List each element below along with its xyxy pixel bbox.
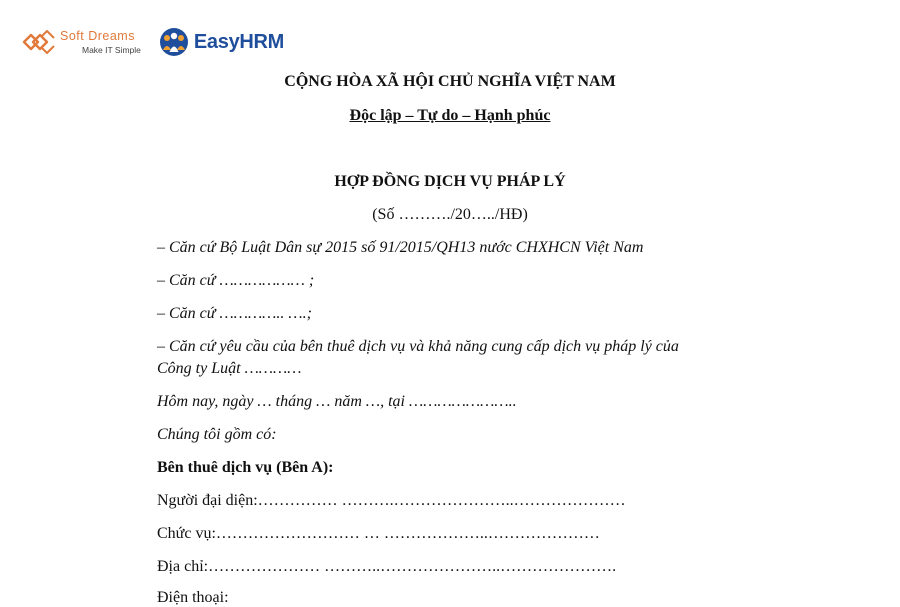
- country-heading: CỘNG HÒA XÃ HỘI CHỦ NGHĨA VIỆT NAM: [284, 73, 616, 90]
- basis-line-3: – Căn cứ ………….. ….;: [157, 305, 312, 322]
- basis-line-4a: – Căn cứ yêu cầu của bên thuê dịch vụ và khả năng cung cấp dịch vụ pháp lý của: [157, 338, 679, 355]
- softdreams-logo: [22, 27, 141, 57]
- basis-line-4b: Công ty Luật …………: [157, 360, 302, 377]
- contract-title: HỢP ĐỒNG DỊCH VỤ PHÁP LÝ: [334, 173, 566, 190]
- basis-line-2: – Căn cứ ……………… ;: [157, 272, 315, 289]
- parties-intro: Chúng tôi gồm có:: [157, 426, 277, 443]
- position-line: Chức vụ:……………………… … ………………..…………………: [157, 525, 600, 542]
- softdreams-slogan: Make IT Simple: [82, 44, 141, 55]
- basis-line-1: – Căn cứ Bộ Luật Dân sự 2015 số 91/2015/QH13 nước CHXHCN Việt Nam: [157, 239, 644, 256]
- phone-line: Điện thoại:: [157, 589, 229, 606]
- easyhrm-logo: [157, 27, 284, 57]
- party-a-heading: Bên thuê dịch vụ (Bên A):: [157, 459, 334, 476]
- contract-number: (Số ………./20…../HĐ): [372, 206, 528, 223]
- address-line: Địa chỉ:………………… ………..…………………..………………….: [157, 558, 617, 575]
- representative-line: Người đại diện:…………… ……….…………………..…………………: [157, 492, 626, 509]
- easyhrm-name: EasyHRM: [193, 30, 285, 53]
- easyhrm-people-icon: [157, 27, 191, 57]
- softdreams-name: Soft Dreams: [60, 29, 135, 43]
- logo-bar: [22, 24, 284, 60]
- softdreams-logo-icon: [22, 27, 56, 57]
- motto: Độc lập – Tự do – Hạnh phúc: [349, 107, 551, 124]
- date-place-line: Hôm nay, ngày … tháng … năm …, tại …………………..: [157, 393, 517, 410]
- motto-line: [0, 107, 900, 125]
